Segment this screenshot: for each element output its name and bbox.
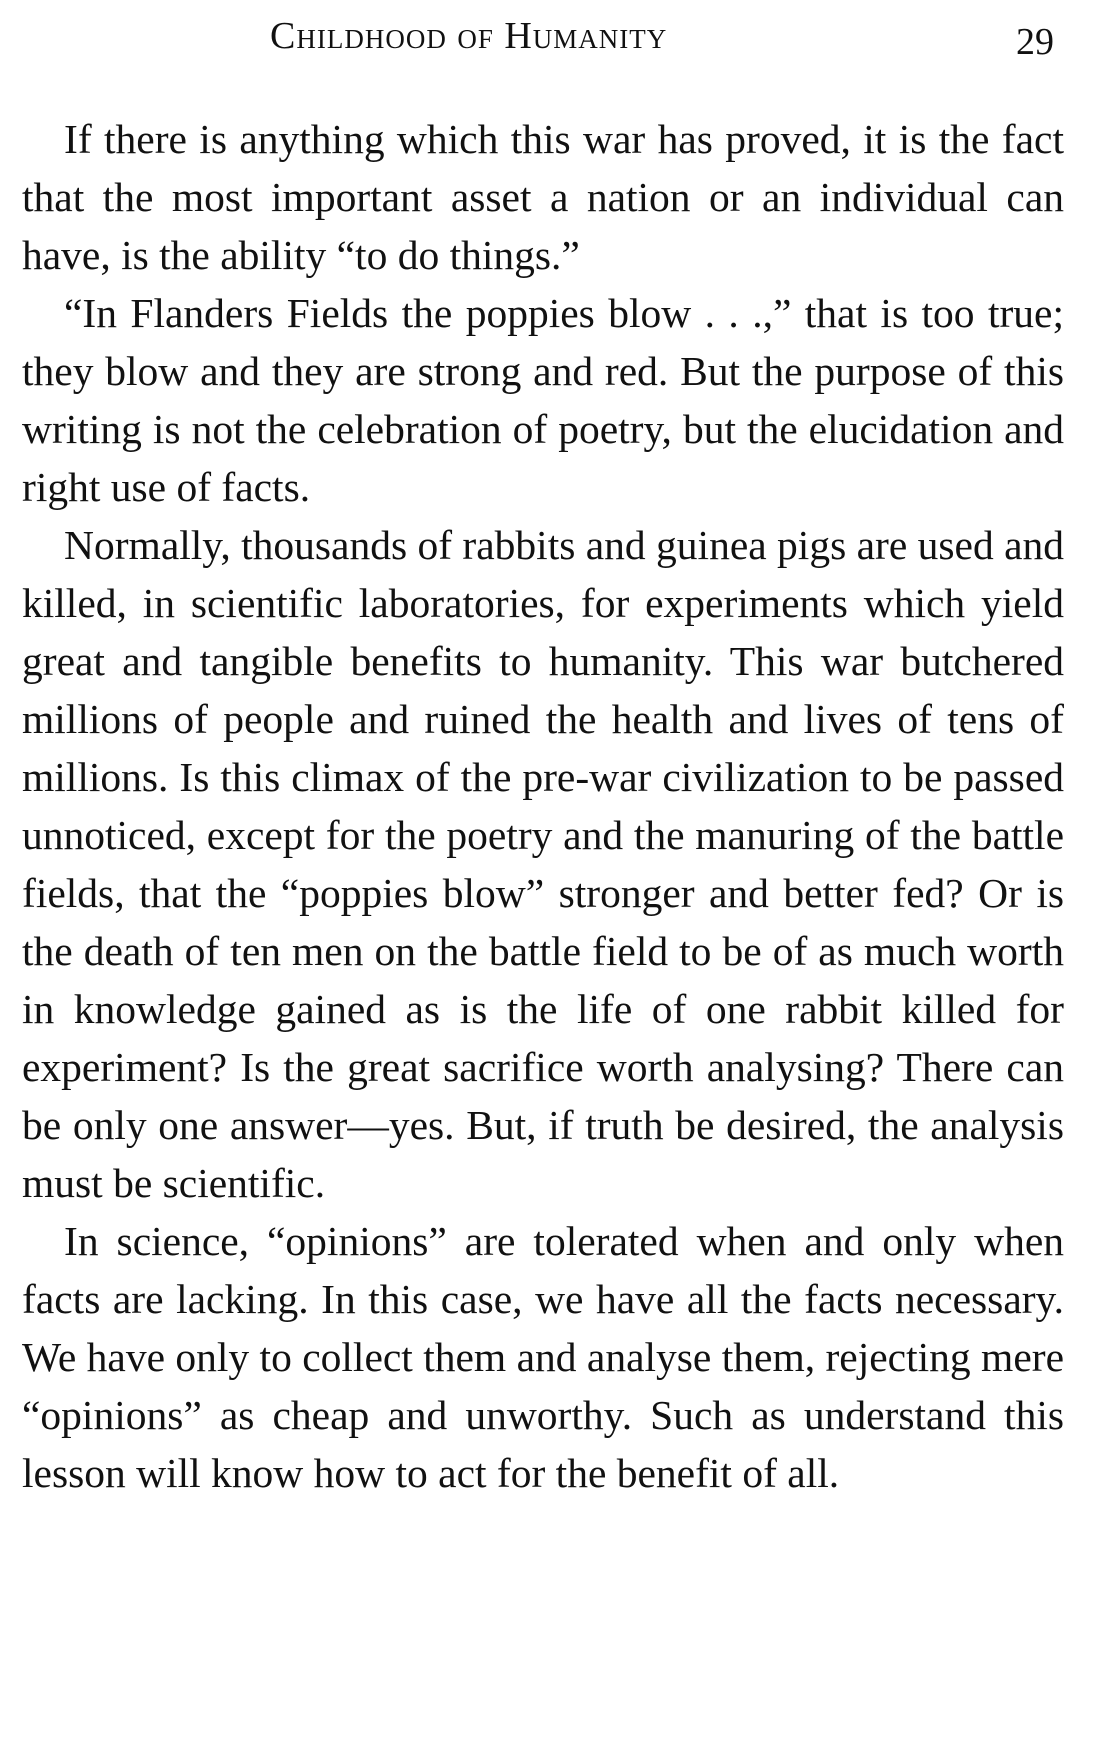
- page-number: 29: [1016, 21, 1054, 63]
- paragraph: “In Flanders Fields the poppies blow . . .,” that is too true; they blow and they are strong and red. But the purpose of this writing is not the celebration of poetry, but the elucidation and right use of facts.: [22, 290, 1064, 510]
- body-text: [22, 110, 1064, 1502]
- paragraph: If there is anything which this war has proved, it is the fact that the most important asset a nation or an individual can have, is the ability “to do things.”: [22, 116, 1064, 278]
- paragraph: In science, “opinions” are tolerated when and only when facts are lacking. In this case, we have all the facts necessary. We have only to collect them and analyse them, rejecting mere “opinions” as cheap and unworthy. Such as understand this lesson will know how to act for the benefit of all.: [22, 1218, 1064, 1496]
- running-head: [0, 14, 1094, 74]
- running-title: Childhood of Humanity: [270, 15, 668, 57]
- paragraph: Normally, thousands of rabbits and guinea pigs are used and killed, in scientific laboratories, for experiments which yield great and tangible benefits to humanity. This war butchered millions of people and ruined the health and lives of tens of millions. Is this climax of the pre-war civilization to be passed unnoticed, except for the poetry and the manuring of the battle fields, that the “poppies blow” stronger and better fed? Or is the death of ten men on the battle field to be of as much worth in knowledge gained as is the life of one rabbit killed for experiment? Is the great sacrifice worth analysing? There can be only one answer—yes. But, if truth be desired, the analysis must be scientific.: [22, 522, 1064, 1206]
